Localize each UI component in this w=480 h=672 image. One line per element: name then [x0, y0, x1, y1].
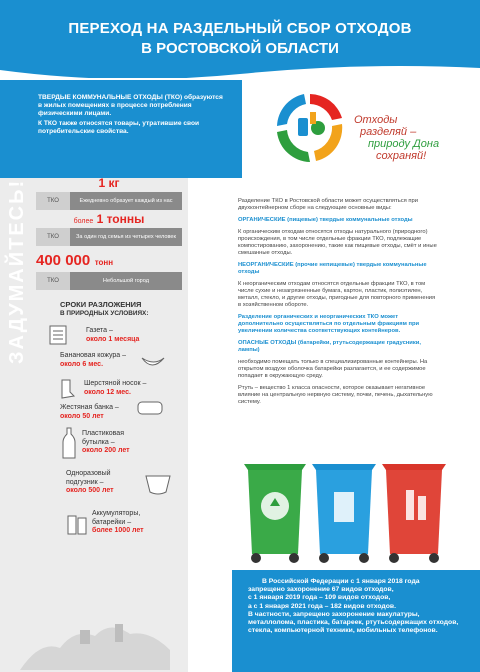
decomp-diaper-duration: около 500 лет — [66, 487, 114, 494]
decomp-item-bottle — [82, 430, 152, 456]
intro-paragraph-1: ТВЕРДЫЕ КОММУНАЛЬНЫЕ ОТХОДЫ (ТКО) образуются в жилых помещениях в процессе потребления физическими лицами. — [38, 94, 223, 118]
stat-daily-amount: 1 кг — [98, 176, 120, 190]
stat-city — [36, 252, 182, 290]
stat-yearly-row — [36, 228, 182, 246]
stat-city-amount — [36, 252, 182, 270]
campaign-logo — [268, 86, 468, 172]
red-bin-icon — [382, 464, 446, 563]
decomp-item-battery — [92, 510, 172, 536]
decomp-item-diaper — [66, 470, 142, 496]
blue-bin-icon — [312, 464, 376, 563]
logo-line-1: Отходы — [354, 114, 398, 126]
organic-title: ОРГАНИЧЕСКИЕ (пищевые) твердые коммунальные отходы — [238, 217, 413, 223]
decomp-item-newspaper — [86, 327, 139, 344]
decomp-diaper-name: Одноразовый подгузник – — [66, 470, 111, 486]
decomp-item-banana — [60, 352, 126, 369]
bottom-info-box — [232, 570, 480, 672]
bottom-line-5: В частности, запрещено захоронение макулатуры, металлолома, пластика, батареек, ртутьсодержащих отходов, стекла, компьютерной техники, мобильных телефонов. — [248, 610, 459, 635]
stat-daily-desc: Ежедневно образует каждый из нас — [70, 192, 182, 210]
header-banner — [0, 0, 480, 78]
decomp-battery-duration: более 1000 лет — [92, 527, 144, 534]
garbage-pile-illustration — [20, 600, 170, 670]
recycle-circle-icon — [270, 88, 350, 168]
decomp-banana-duration: около 6 мес. — [60, 360, 104, 368]
stat-yearly — [36, 212, 182, 246]
decomp-bottle-duration: около 200 лет — [82, 447, 130, 454]
decomp-sock-name: Шерстяной носок – — [84, 380, 147, 387]
logo-line-4: сохраняй! — [376, 150, 427, 162]
vertical-heading — [2, 168, 32, 368]
bottom-line-3: с 1 января 2019 года – 109 видов отходов, — [248, 594, 391, 602]
inorganic-text: К неорганическим отходам относятся отдельные фракции ТКО, в том числе сухие и незагрязненные бумага, картон, пластик, полиэтилен, металл, стекло, и другие отходы, пригодные для повторного применения в хозяйственном обороте. — [238, 281, 436, 308]
stat-yearly-desc: За один год семья из четырех человек — [70, 228, 182, 246]
newspaper-icon — [48, 324, 68, 346]
tin-can-icon — [136, 400, 164, 416]
stat-daily-tko: ТКО — [36, 192, 70, 210]
organic-text: К органическим отходам относятся отходы натурального (природного) происхождения, в том числе отдельные фракции ТКО, подлежащие компостированию, захоронению, такие как пищевые отходы, смёт и иные смешанные отходы. — [238, 229, 437, 256]
stat-yearly-value: 1 тонны — [96, 212, 145, 226]
decomp-battery-name: Аккумуляторы, батарейки – — [92, 510, 141, 526]
intro-paragraph-2: К ТКО также относятся товары, утратившие свои потребительские свойства. — [38, 119, 200, 135]
separation-text: Разделение органических и неорганических ТКО может дополнительно осуществляться по отдельным фракциям при увеличении количества соответствующих контейнеров. — [238, 314, 420, 334]
stat-city-tko: ТКО — [36, 272, 70, 290]
intro-box — [0, 80, 242, 178]
diaper-icon — [144, 472, 172, 496]
decomp-newspaper-duration: около 1 месяца — [86, 335, 140, 343]
mercury-text: Ртуть – вещество 1 класса опасности, которое оказывает негативное влияние на центральную нервную систему, почки, печень, дыхательную систему. — [238, 385, 433, 405]
page-title-line2: В РОСТОВСКОЙ ОБЛАСТИ — [141, 40, 339, 57]
decomp-sock-duration: около 12 мес. — [84, 388, 131, 396]
decomp-banana-name: Банановая кожура – — [60, 352, 127, 359]
sock-icon — [56, 378, 76, 400]
decomposition-title — [60, 300, 148, 318]
bottom-line-2: запрещено захоронение 67 видов отходов, — [248, 586, 394, 594]
dangerous-text: необходимо помещать только в специализированные контейнеры. На открытом воздухе оболочка батарейки разлагается, и ее содержимое попадает в окружающую среду. — [238, 359, 428, 379]
decomposition-title-text: СРОКИ РАЗЛОЖЕНИЯ — [60, 300, 142, 309]
logo-slogan — [354, 114, 439, 162]
stat-daily — [36, 176, 182, 210]
right-intro: Разделение ТКО в Ростовской области может осуществляться при двухконтейнерном сборе на следующие основные виды: — [238, 198, 418, 211]
decomp-bottle-name: Пластиковая бутылка – — [82, 430, 124, 446]
logo-line-3: природу Дона — [368, 138, 440, 150]
stat-city-value: 400 000 — [36, 252, 91, 269]
decomposition-subtitle: В ПРИРОДНЫХ УСЛОВИЯХ: — [60, 310, 149, 317]
decomp-can-name: Жестяная банка – — [60, 404, 119, 411]
plastic-bottle-icon — [62, 426, 76, 460]
stat-city-row — [36, 272, 182, 290]
banana-icon — [140, 354, 166, 372]
battery-icon — [64, 512, 88, 538]
decomp-item-sock — [84, 380, 146, 397]
right-column — [238, 198, 438, 411]
vertical-heading-text: ЗАДУМАЙТЕСЬ! — [6, 178, 28, 364]
decomp-newspaper-name: Газета – — [86, 327, 113, 334]
inorganic-title: НЕОРГАНИЧЕСКИЕ (прочие непищевые) твердые коммунальные отходы — [238, 262, 427, 275]
bottom-line-1: В Российской Федерации с 1 января 2018 года — [262, 578, 420, 585]
stat-city-desc: Небольшой город — [70, 272, 182, 290]
stat-daily-row — [36, 192, 182, 210]
waste-bins-illustration — [240, 456, 450, 566]
dangerous-title: ОПАСНЫЕ ОТХОДЫ (батарейки, ртутьсодержащие градусники, лампы) — [238, 340, 421, 353]
bottom-line-4: а с 1 января 2021 года – 182 видов отходов. — [248, 602, 396, 610]
stat-yearly-tko: ТКО — [36, 228, 70, 246]
stat-city-unit: тонн — [94, 258, 114, 267]
stat-yearly-amount — [36, 212, 182, 226]
stat-yearly-prefix: более — [73, 218, 94, 225]
logo-line-2: разделяй – — [360, 126, 417, 138]
decomp-can-duration: около 50 лет — [60, 412, 104, 420]
decomp-item-can — [60, 404, 119, 421]
green-bin-icon — [244, 464, 306, 563]
page-title-line1: ПЕРЕХОД НА РАЗДЕЛЬНЫЙ СБОР ОТХОДОВ — [68, 20, 412, 37]
